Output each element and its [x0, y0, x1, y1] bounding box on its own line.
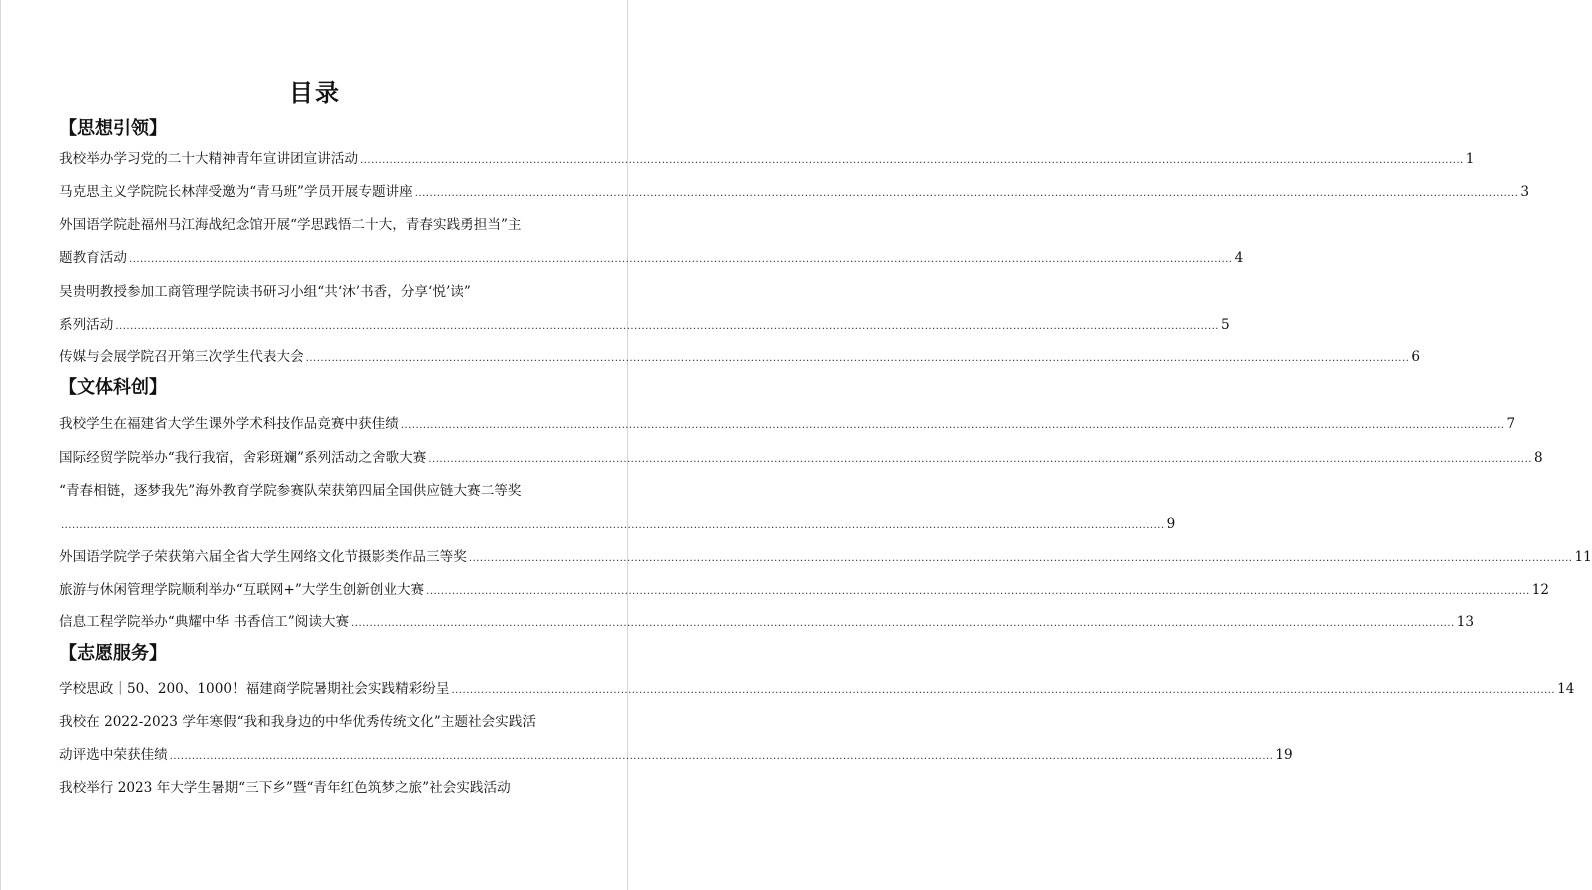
page-number: 13 [1456, 614, 1475, 630]
page-number: 1 [1465, 151, 1475, 167]
toc-entry[interactable]: 题教育活动 ............................................................................................................................................................................................................................................................................................................ 4 [59, 247, 573, 269]
page-number: 6 [1411, 349, 1420, 365]
dot-leader: ............................................................................................................................................................................................................................................................................................................ [61, 520, 1165, 531]
toc-entry[interactable]: 旅游与休闲管理学院顺利举办“互联网+”大学生创新创业大赛 ............................................................................................................................................................................................................................................................................................................ 12 [59, 579, 573, 601]
page-number: 12 [1531, 582, 1550, 598]
page-number: 5 [1221, 317, 1230, 333]
section-heading: 【文体科创】 [59, 377, 167, 398]
toc-entry[interactable]: 信息工程学院举办“典耀中华 书香信工”阅读大赛 ............................................................................................................................................................................................................................................................................................................ 13 [59, 611, 573, 633]
toc-entry[interactable]: 国际经贸学院举办“我行我宿，舍彩斑斓”系列活动之舍歌大赛 ............................................................................................................................................................................................................................................................................................................ 8 [59, 447, 573, 469]
page-number: 8 [1533, 450, 1543, 466]
page-number: 7 [1506, 416, 1516, 432]
toc-entry[interactable]: 外国语学院学子荣获第六届全省大学生网络文化节摄影类作品三等奖 ............................................................................................................................................................................................................................................................................................................ 11 [59, 546, 573, 568]
dot-leader: ............................................................................................................................................................................................................................................................................................................ [351, 618, 1455, 629]
page-number: 14 [1557, 681, 1575, 697]
toc-entry[interactable]: 传媒与会展学院召开第三次学生代表大会 ............................................................................................................................................................................................................................................................................................................ 6 [59, 346, 573, 368]
dot-leader: ............................................................................................................................................................................................................................................................................................................ [468, 553, 1573, 564]
dot-leader: ............................................................................................................................................................................................................................................................................................................ [360, 155, 1464, 166]
dot-leader: ............................................................................................................................................................................................................................................................................................................ [169, 751, 1274, 762]
toc-entry[interactable]: 动评选中荣获佳绩 ............................................................................................................................................................................................................................................................................................................ 19 [59, 744, 573, 766]
dot-leader: ............................................................................................................................................................................................................................................................................................................ [426, 586, 1530, 597]
page-number: 11 [1574, 549, 1592, 565]
toc-entry-line[interactable]: 吴贵明教授参加工商管理学院读书研习小组“共‘沐’书香，分享‘悦’读” [59, 284, 471, 300]
dot-leader: ............................................................................................................................................................................................................................................................................................................ [451, 685, 1556, 696]
dot-leader: ............................................................................................................................................................................................................................................................................................................ [400, 420, 1505, 431]
dot-leader: ............................................................................................................................................................................................................................................................................................................ [128, 254, 1233, 265]
toc-entry[interactable]: 马克思主义学院院长林萍受邀为“青马班”学员开展专题讲座 ............................................................................................................................................................................................................................................................................................................ 3 [59, 181, 573, 203]
toc-entry-line[interactable]: 我校在 2022-2023 学年寒假“我和我身边的中华优秀传统文化”主题社会实践活 [59, 714, 536, 730]
toc-entry[interactable]: 系列活动 ............................................................................................................................................................................................................................................................................................................ 5 [59, 314, 573, 336]
section-heading: 【志愿服务】 [59, 643, 167, 664]
dot-leader: ............................................................................................................................................................................................................................................................................................................ [414, 188, 1519, 199]
page-number: 3 [1520, 184, 1530, 200]
toc-entry[interactable]: 学校思政｜50、200、1000！福建商学院暑期社会实践精彩纷呈 ............................................................................................................................................................................................................................................................................................................ 14 [59, 678, 573, 700]
toc-entry[interactable]: 我校举办学习党的二十大精神青年宣讲团宣讲活动 ............................................................................................................................................................................................................................................................................................................ 1 [59, 148, 573, 170]
dot-leader: ............................................................................................................................................................................................................................................................................................................ [305, 353, 1410, 364]
page-number: 9 [1166, 516, 1176, 532]
toc-entry-line[interactable]: 外国语学院赴福州马江海战纪念馆开展“学思践悟二十大，青春实践勇担当”主 [59, 217, 522, 233]
toc-entry-line[interactable]: 我校举行 2023 年大学生暑期“三下乡”暨“青年红色筑梦之旅”社会实践活动 [59, 780, 511, 796]
dot-leader: ............................................................................................................................................................................................................................................................................................................ [428, 454, 1532, 465]
page-number: 4 [1234, 250, 1244, 266]
section-heading: 【思想引领】 [59, 118, 167, 139]
toc-entry[interactable]: 我校学生在福建省大学生课外学术科技作品竞赛中获佳绩 ............................................................................................................................................................................................................................................................................................................ 7 [59, 413, 573, 435]
page-title: 目录 [289, 79, 341, 107]
dot-leader: ............................................................................................................................................................................................................................................................................................................ [115, 321, 1219, 332]
page-number: 19 [1275, 747, 1293, 763]
toc-entry[interactable] [59, 513, 1176, 535]
toc-entry-line[interactable]: “青春相链，逐梦我先”海外教育学院参赛队荣获第四届全国供应链大赛二等奖 [59, 483, 522, 499]
